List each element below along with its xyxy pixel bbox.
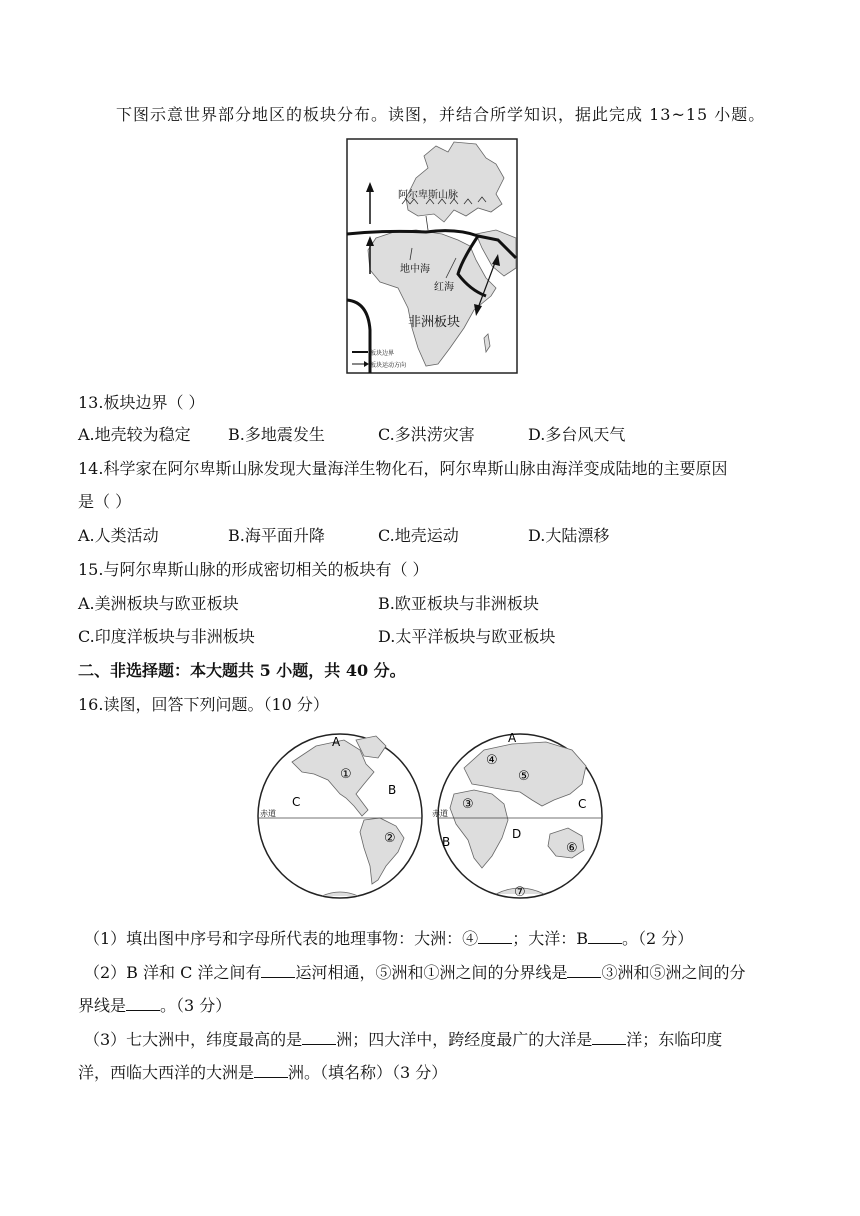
q16-stem: 16.读图，回答下列问题。（10 分） <box>78 695 329 714</box>
q15-option-a: A.美洲板块与欧亚板块 <box>78 594 239 613</box>
answer-blank[interactable] <box>592 1030 626 1045</box>
q14-option-c: C.地壳运动 <box>378 526 459 545</box>
q13-option-c: C.多洪涝灾害 <box>378 425 475 444</box>
east-label-n6: ⑥ <box>566 841 578 856</box>
east-label-a: A <box>508 731 517 745</box>
q16-part2-line1: （2）B 洋和 C 洋之间有 运河相通，⑤洲和①洲之间的分界线是 ③洲和⑤洲之间的分 <box>84 963 746 982</box>
q15-option-d: D.太平洋板块与欧亚板块 <box>378 627 556 646</box>
east-label-d: D <box>512 827 522 841</box>
answer-blank[interactable] <box>302 1030 336 1045</box>
answer-blank[interactable] <box>126 996 160 1011</box>
q15-option-b: B.欧亚板块与非洲板块 <box>378 594 539 613</box>
answer-blank[interactable] <box>588 929 622 944</box>
q13-option-d: D.多台风天气 <box>528 425 626 444</box>
west-label-n2: ② <box>384 831 396 846</box>
east-label-c: C <box>578 797 587 811</box>
q15-stem: 15.与阿尔卑斯山脉的形成密切相关的板块有（ ） <box>78 560 429 579</box>
legend-boundary: 板块边界 <box>370 350 395 357</box>
q14-option-b: B.海平面升降 <box>228 526 325 545</box>
east-label-b: B <box>442 835 451 849</box>
east-label-n7: ⑦ <box>514 885 526 900</box>
label-african-plate: 非洲板块 <box>408 315 461 330</box>
west-label-n1: ① <box>340 767 352 782</box>
plate-map <box>346 138 518 374</box>
q14-option-d: D.大陆漂移 <box>528 526 610 545</box>
label-alps: 阿尔卑斯山脉 <box>398 190 458 201</box>
east-label-n4: ④ <box>486 753 498 768</box>
label-red-sea: 红海 <box>434 282 454 293</box>
east-label-n3: ③ <box>462 797 474 812</box>
answer-blank[interactable] <box>261 963 295 978</box>
answer-blank[interactable] <box>478 929 512 944</box>
q14-option-a: A.人类活动 <box>78 526 159 545</box>
west-equator-label: 赤道 <box>260 809 276 818</box>
hemisphere-maps <box>256 728 606 904</box>
q13-option-b: B.多地震发生 <box>228 425 325 444</box>
q14-stem-line1: 14.科学家在阿尔卑斯山脉发现大量海洋生物化石，阿尔卑斯山脉由海洋变成陆地的主要原因 <box>78 459 728 478</box>
west-label-a: A <box>332 735 341 749</box>
q14-stem-line2: 是（ ） <box>78 492 132 511</box>
q16-part3-line1: （3）七大洲中，纬度最高的是 洲；四大洋中，跨经度最广的大洋是 洋；东临印度 <box>84 1030 723 1049</box>
east-label-n5: ⑤ <box>518 769 530 784</box>
answer-blank[interactable] <box>567 963 601 978</box>
q16-part2-line2: 界线是 。（3 分） <box>78 996 232 1015</box>
q16-part1: （1）填出图中序号和字母所代表的地理事物：大洲：④ ；大洋：B 。（2 分） <box>84 929 694 948</box>
q15-option-c: C.印度洋板块与非洲板块 <box>78 627 255 646</box>
q13-option-a: A.地壳较为稳定 <box>78 425 191 444</box>
west-label-c: C <box>292 795 301 809</box>
section-heading: 二、非选择题：本大题共 5 小题，共 40 分。 <box>78 661 406 680</box>
east-equator-label: 赤道 <box>432 809 448 818</box>
west-label-b: B <box>388 783 397 797</box>
intro-text: 下图示意世界部分地区的板块分布。读图，并结合所学知识，据此完成 13~15 小题。 <box>116 105 766 124</box>
label-mediterranean: 地中海 <box>400 264 430 275</box>
q13-stem: 13.板块边界（ ） <box>78 393 205 412</box>
legend-direction: 板块运动方向 <box>370 362 407 369</box>
q16-part3-line2: 洋，西临大西洋的大洲是 洲。（填名称）（3 分） <box>78 1063 448 1082</box>
answer-blank[interactable] <box>254 1063 288 1078</box>
